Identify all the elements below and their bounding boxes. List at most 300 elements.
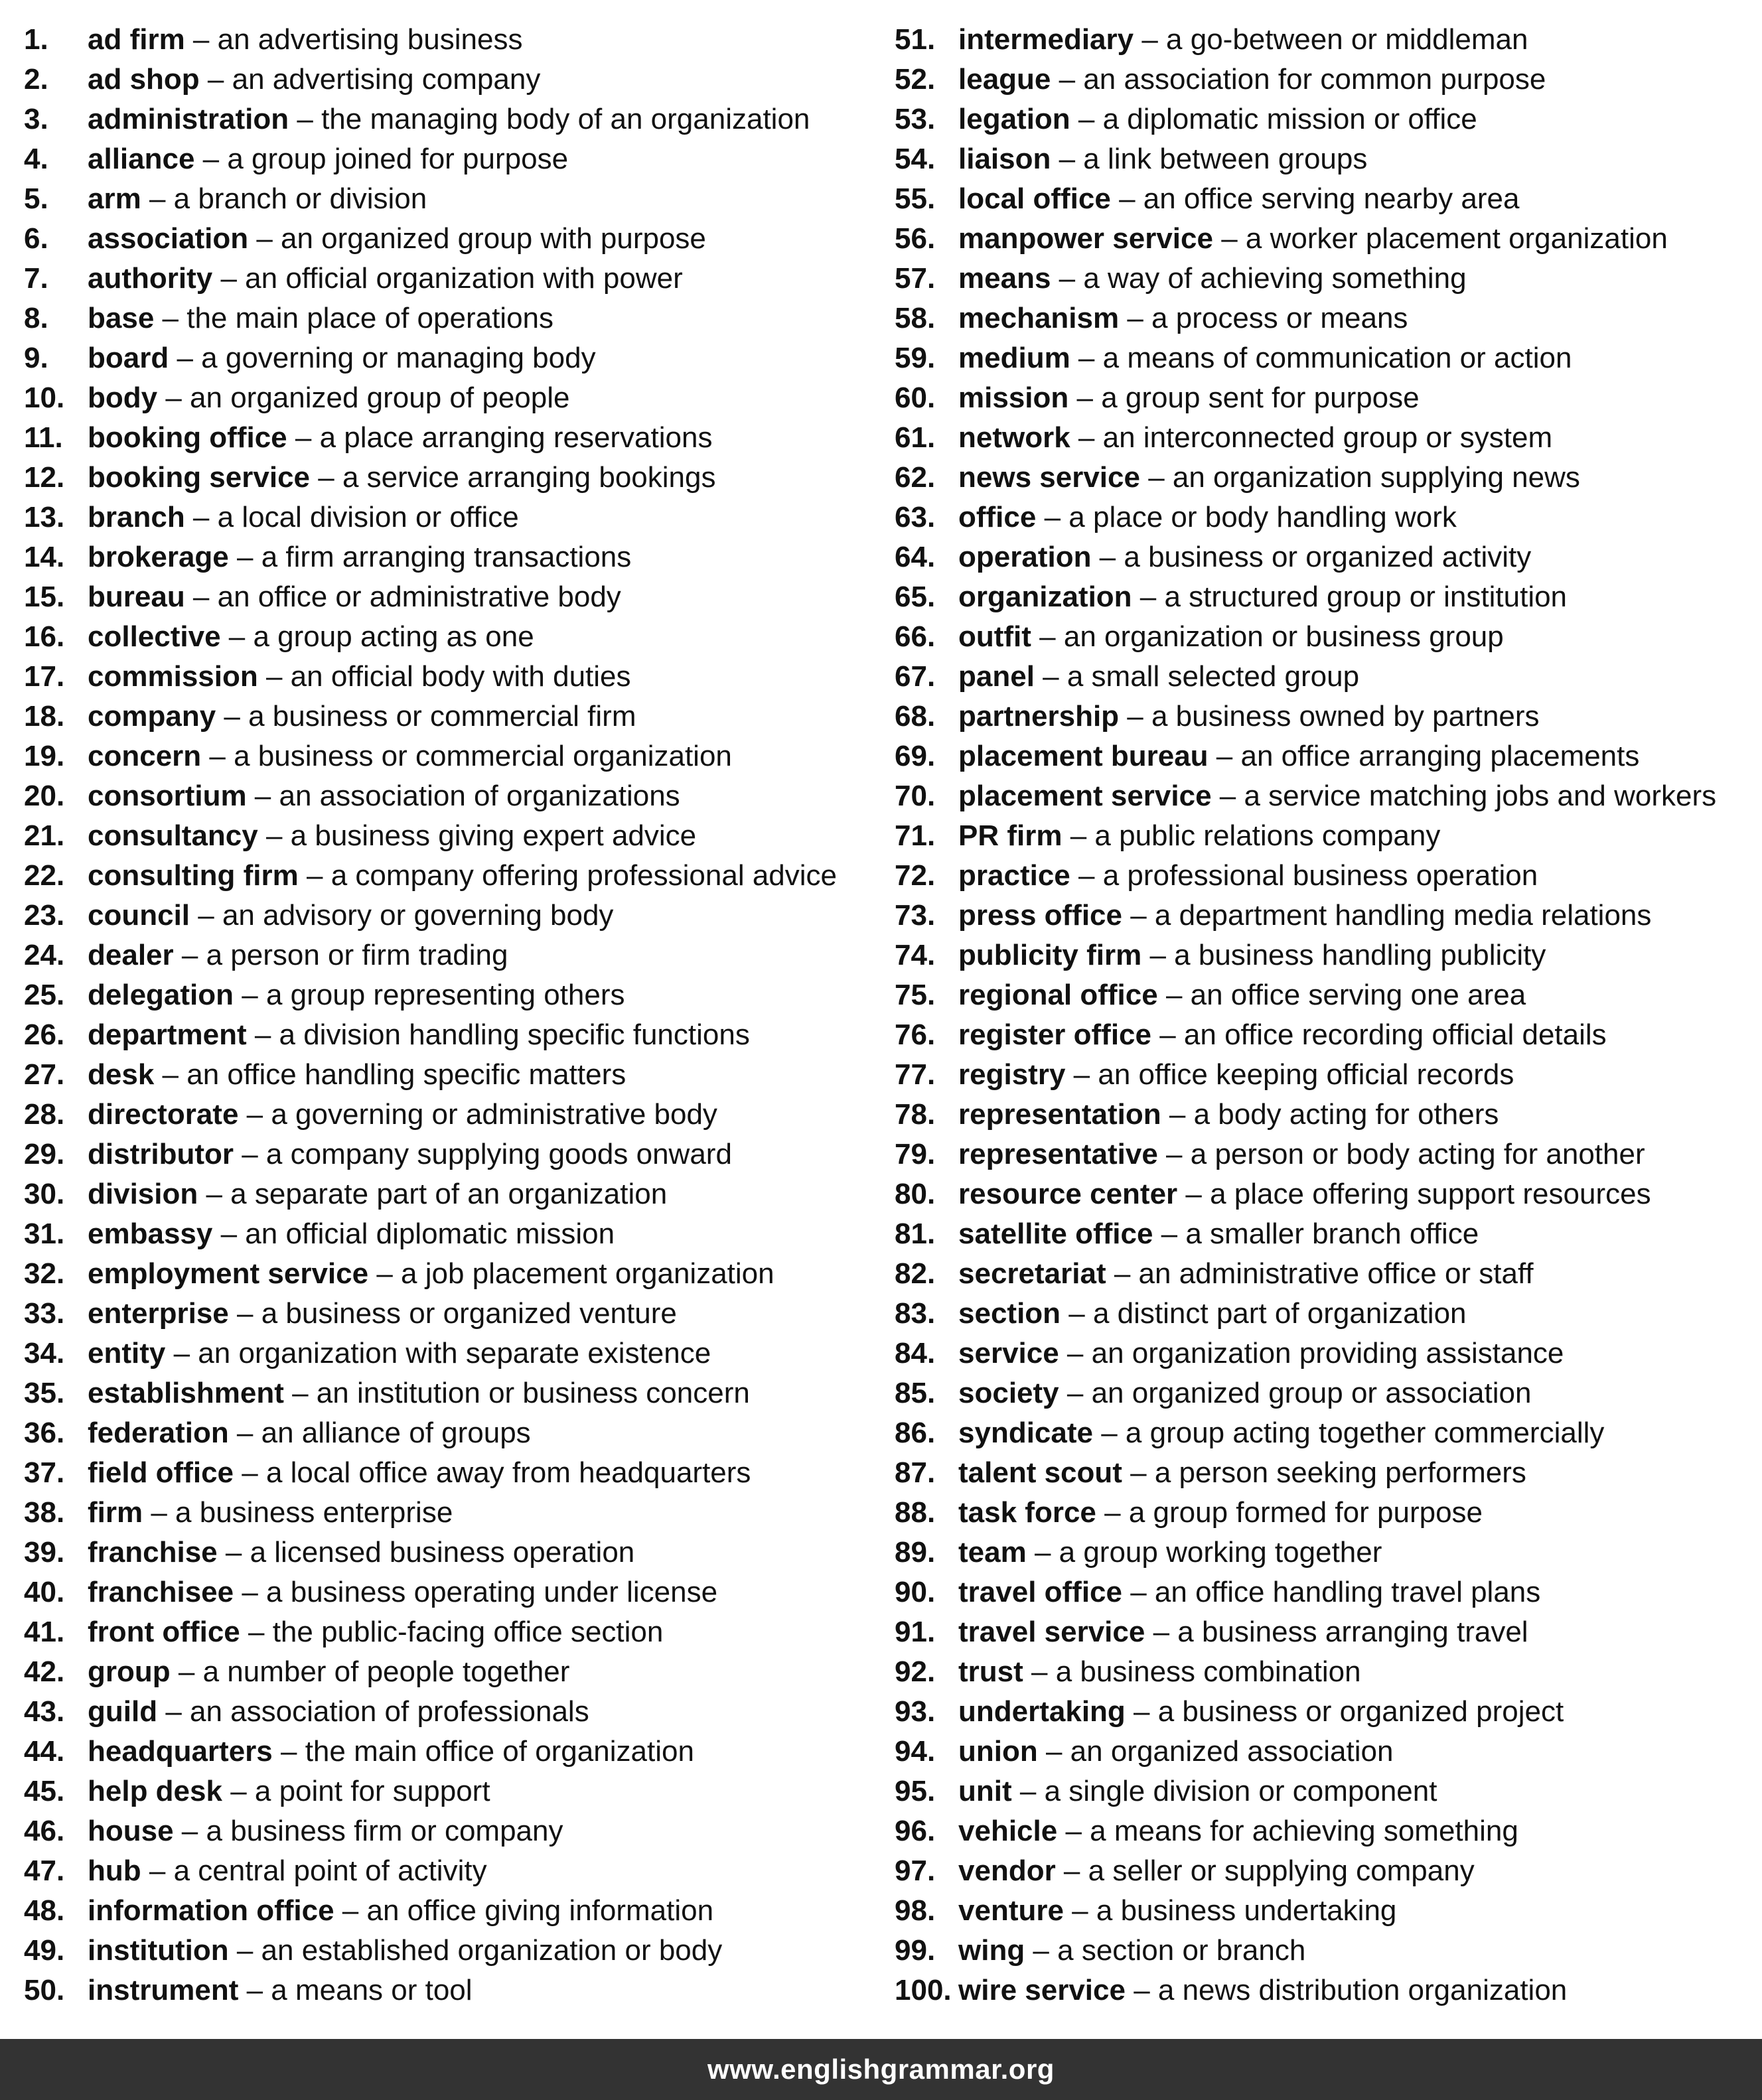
item-number: 87. <box>895 1456 936 1489</box>
item-separator: – <box>1070 859 1103 892</box>
item-term: administration <box>88 103 289 135</box>
item-definition: a service matching jobs and workers <box>1244 780 1717 812</box>
item-term: department <box>88 1018 247 1051</box>
item-number: 31. <box>24 1218 65 1250</box>
item-number: 42. <box>24 1655 65 1688</box>
item-definition: a company offering professional advice <box>330 859 838 892</box>
item-definition: an established organization or body <box>261 1934 723 1967</box>
item-number: 84. <box>895 1337 936 1369</box>
item-definition: an office serving one area <box>1190 979 1526 1011</box>
item-number: 59. <box>895 342 936 374</box>
list-item <box>24 1692 880 1732</box>
item-definition: a professional business operation <box>1102 859 1538 892</box>
item-term: concern <box>88 740 202 772</box>
item-separator: – <box>1026 1536 1059 1569</box>
list-item <box>895 936 1751 975</box>
item-separator: – <box>1070 342 1103 374</box>
item-definition: a body acting for others <box>1193 1098 1499 1131</box>
item-separator: – <box>1034 660 1067 693</box>
item-term: wing <box>958 1934 1025 1967</box>
list-item <box>895 975 1751 1015</box>
item-definition: an organized group or association <box>1091 1377 1532 1409</box>
item-term: society <box>958 1377 1059 1409</box>
item-term: travel service <box>958 1616 1145 1648</box>
item-number: 91. <box>895 1616 936 1648</box>
item-definition: an office or administrative body <box>217 581 621 613</box>
item-number: 72. <box>895 859 936 892</box>
item-term: placement service <box>958 780 1212 812</box>
list-item <box>24 219 880 259</box>
item-separator: – <box>154 1058 187 1091</box>
item-separator: – <box>199 63 232 96</box>
item-definition: a governing or administrative body <box>271 1098 717 1131</box>
item-number: 86. <box>895 1417 936 1449</box>
item-term: undertaking <box>958 1695 1126 1728</box>
list-item <box>895 418 1751 458</box>
list-item <box>24 458 880 498</box>
list-item <box>895 1533 1751 1573</box>
item-definition: a means for achieving something <box>1090 1815 1518 1847</box>
item-definition: a smaller branch office <box>1185 1218 1479 1250</box>
item-definition: an institution or business concern <box>316 1377 750 1409</box>
item-definition: a separate part of an organization <box>230 1178 668 1210</box>
item-definition: an advisory or governing body <box>222 899 614 932</box>
item-number: 99. <box>895 1934 936 1967</box>
item-separator: – <box>234 979 266 1011</box>
item-definition: a firm arranging transactions <box>261 541 632 573</box>
item-number: 58. <box>895 302 936 334</box>
item-term: register office <box>958 1018 1151 1051</box>
item-definition: an advertising business <box>217 23 523 56</box>
item-term: office <box>958 501 1037 533</box>
item-term: dealer <box>88 939 174 971</box>
item-separator: – <box>1110 182 1143 215</box>
item-separator: – <box>1141 939 1175 971</box>
item-definition: a governing or managing body <box>201 342 596 374</box>
item-definition: a means of communication or action <box>1102 342 1572 374</box>
item-number: 88. <box>895 1496 936 1529</box>
item-separator: – <box>212 262 246 295</box>
item-definition: an office recording official details <box>1183 1018 1607 1051</box>
list-item <box>895 697 1751 736</box>
item-term: employment service <box>88 1257 369 1290</box>
item-term: board <box>88 342 169 374</box>
item-separator: – <box>1106 1257 1139 1290</box>
list-item <box>24 498 880 537</box>
item-term: hub <box>88 1855 141 1887</box>
item-definition: a group acting as one <box>253 620 534 653</box>
item-term: franchisee <box>88 1576 234 1608</box>
item-term: franchise <box>88 1536 218 1569</box>
item-number: 55. <box>895 182 936 215</box>
item-definition: a point for support <box>254 1775 490 1807</box>
item-term: help desk <box>88 1775 222 1807</box>
list-item <box>24 1493 880 1533</box>
item-separator: – <box>1070 103 1103 135</box>
item-definition: an official diplomatic mission <box>245 1218 615 1250</box>
item-term: union <box>958 1735 1038 1768</box>
item-number: 73. <box>895 899 936 932</box>
item-separator: – <box>1055 1855 1088 1887</box>
item-definition: an office serving nearby area <box>1143 182 1520 215</box>
item-number: 96. <box>895 1815 936 1847</box>
item-separator: – <box>1025 1934 1058 1967</box>
item-number: 79. <box>895 1138 936 1170</box>
item-number: 24. <box>24 939 65 971</box>
list-item <box>895 259 1751 299</box>
list-item <box>24 1612 880 1652</box>
item-separator: – <box>1062 819 1095 852</box>
list-item <box>895 1095 1751 1135</box>
item-term: information office <box>88 1894 334 1927</box>
item-definition: a seller or supplying company <box>1088 1855 1475 1887</box>
item-number: 97. <box>895 1855 936 1887</box>
item-term: body <box>88 382 158 414</box>
item-definition: an advertising company <box>232 63 541 96</box>
item-definition: an association for common purpose <box>1083 63 1546 96</box>
item-term: desk <box>88 1058 155 1091</box>
item-term: guild <box>88 1695 158 1728</box>
item-definition: a job placement organization <box>401 1257 774 1290</box>
item-separator: – <box>1122 899 1155 932</box>
item-number: 25. <box>24 979 65 1011</box>
list-item <box>24 816 880 856</box>
item-definition: a person seeking performers <box>1154 1456 1526 1489</box>
item-number: 63. <box>895 501 936 533</box>
item-number: 75. <box>895 979 936 1011</box>
item-separator: – <box>1096 1496 1129 1529</box>
item-term: directorate <box>88 1098 239 1131</box>
item-term: arm <box>88 182 141 215</box>
item-term: league <box>958 63 1051 96</box>
item-definition: an administrative office or staff <box>1138 1257 1534 1290</box>
item-term: representation <box>958 1098 1161 1131</box>
item-term: brokerage <box>88 541 229 573</box>
item-term: panel <box>958 660 1035 693</box>
item-number: 60. <box>895 382 936 414</box>
item-number: 11. <box>24 421 63 454</box>
item-term: operation <box>958 541 1092 573</box>
item-term: satellite office <box>958 1218 1153 1250</box>
item-separator: – <box>217 1536 250 1569</box>
item-number: 89. <box>895 1536 936 1569</box>
item-definition: a person or body acting for another <box>1190 1138 1645 1170</box>
item-separator: – <box>289 103 322 135</box>
list-item <box>895 60 1751 100</box>
item-separator: – <box>1125 1974 1158 2006</box>
item-number: 92. <box>895 1655 936 1688</box>
item-definition: a central point of activity <box>173 1855 487 1887</box>
item-definition: a link between groups <box>1083 143 1368 175</box>
item-separator: – <box>1125 1695 1158 1728</box>
list-item <box>24 1294 880 1334</box>
item-separator: – <box>1122 1456 1155 1489</box>
item-number: 8. <box>24 302 48 334</box>
item-definition: a business firm or company <box>206 1815 563 1847</box>
item-separator: – <box>220 620 254 653</box>
item-separator: – <box>240 1616 273 1648</box>
item-definition: a division handling specific functions <box>279 1018 750 1051</box>
list-item <box>895 856 1751 896</box>
list-item <box>24 896 880 936</box>
item-definition: a local office away from headquarters <box>265 1456 751 1489</box>
item-term: network <box>958 421 1070 454</box>
list-item <box>24 1533 880 1573</box>
item-definition: a place or body handling work <box>1068 501 1457 533</box>
item-number: 22. <box>24 859 65 892</box>
item-term: enterprise <box>88 1297 229 1330</box>
item-number: 74. <box>895 939 936 971</box>
list-item <box>24 1732 880 1772</box>
item-term: vehicle <box>958 1815 1058 1847</box>
item-term: mission <box>958 382 1069 414</box>
item-definition: an official body with duties <box>290 660 631 693</box>
item-term: legation <box>958 103 1070 135</box>
item-separator: – <box>1051 143 1084 175</box>
item-definition: the managing body of an organization <box>321 103 810 135</box>
item-number: 61. <box>895 421 936 454</box>
list-item <box>24 139 880 179</box>
item-definition: a news distribution organization <box>1157 1974 1568 2006</box>
item-number: 37. <box>24 1456 65 1489</box>
list-item <box>24 378 880 418</box>
item-term: manpower service <box>958 222 1213 255</box>
list-item <box>24 1055 880 1095</box>
item-separator: – <box>246 1018 279 1051</box>
item-term: booking office <box>88 421 287 454</box>
item-definition: a small selected group <box>1066 660 1360 693</box>
item-definition: a group joined for purpose <box>227 143 569 175</box>
list-item <box>895 179 1751 219</box>
item-number: 49. <box>24 1934 65 1967</box>
list-item <box>895 1174 1751 1214</box>
item-separator: – <box>1061 1297 1093 1330</box>
item-number: 33. <box>24 1297 65 1330</box>
item-definition: a business enterprise <box>175 1496 453 1529</box>
item-separator: – <box>1139 461 1173 494</box>
list-item <box>24 1971 880 2010</box>
item-number: 14. <box>24 541 65 573</box>
item-number: 53. <box>895 103 936 135</box>
item-definition: a structured group or institution <box>1164 581 1568 613</box>
item-definition: the public-facing office section <box>272 1616 664 1648</box>
item-term: registry <box>958 1058 1066 1091</box>
list-item <box>24 259 880 299</box>
item-term: instrument <box>88 1974 239 2006</box>
list-item <box>24 577 880 617</box>
item-separator: – <box>1119 302 1152 334</box>
item-term: ad shop <box>88 63 200 96</box>
item-separator: – <box>248 222 281 255</box>
item-number: 17. <box>24 660 65 693</box>
item-number: 4. <box>24 143 48 175</box>
list-item <box>24 975 880 1015</box>
item-term: medium <box>958 342 1070 374</box>
list-item <box>895 1254 1751 1294</box>
list-item <box>24 1851 880 1891</box>
item-term: team <box>958 1536 1027 1569</box>
item-separator: – <box>1157 979 1191 1011</box>
item-definition: a business undertaking <box>1096 1894 1397 1927</box>
item-term: liaison <box>958 143 1051 175</box>
item-term: travel office <box>958 1576 1122 1608</box>
item-separator: – <box>1157 1138 1191 1170</box>
list-item <box>895 1851 1751 1891</box>
item-separator: – <box>184 501 218 533</box>
list-item <box>24 936 880 975</box>
item-separator: – <box>238 1974 271 2006</box>
item-definition: a number of people together <box>202 1655 570 1688</box>
item-definition: a go-between or middleman <box>1166 23 1528 56</box>
item-term: placement bureau <box>958 740 1209 772</box>
item-separator: – <box>234 1456 266 1489</box>
item-definition: a group representing others <box>265 979 625 1011</box>
item-term: press office <box>958 899 1122 932</box>
item-definition: a place offering support resources <box>1210 1178 1651 1210</box>
list-item <box>895 378 1751 418</box>
list-item <box>895 1811 1751 1851</box>
item-separator: – <box>1211 780 1244 812</box>
item-number: 27. <box>24 1058 65 1091</box>
item-definition: an office handling specific matters <box>186 1058 626 1091</box>
item-number: 19. <box>24 740 65 772</box>
list-item <box>895 1612 1751 1652</box>
item-number: 34. <box>24 1337 65 1369</box>
item-term: consortium <box>88 780 247 812</box>
item-separator: – <box>1153 1218 1186 1250</box>
item-separator: – <box>246 780 279 812</box>
item-definition: an interconnected group or system <box>1102 421 1553 454</box>
item-separator: – <box>298 859 331 892</box>
item-number: 10. <box>24 382 65 414</box>
list-item <box>895 219 1751 259</box>
item-definition: a means or tool <box>271 1974 473 2006</box>
list-item <box>24 1135 880 1174</box>
item-term: entity <box>88 1337 166 1369</box>
item-term: publicity firm <box>958 939 1142 971</box>
item-term: embassy <box>88 1218 213 1250</box>
item-number: 56. <box>895 222 936 255</box>
list-item <box>895 338 1751 378</box>
item-definition: an office keeping official records <box>1098 1058 1514 1091</box>
item-separator: – <box>310 461 342 494</box>
list-item <box>24 1772 880 1811</box>
footer-website-url: www.englishgrammar.org <box>707 2054 1055 2085</box>
list-item <box>24 418 880 458</box>
footer-bar <box>0 2039 1762 2100</box>
item-separator: – <box>169 342 202 374</box>
item-term: ad firm <box>88 23 185 56</box>
item-number: 2. <box>24 63 48 96</box>
list-item <box>24 1254 880 1294</box>
item-definition: an organized group of people <box>190 382 570 414</box>
item-definition: a business combination <box>1055 1655 1361 1688</box>
item-term: service <box>958 1337 1059 1369</box>
list-item <box>24 60 880 100</box>
item-number: 36. <box>24 1417 65 1449</box>
list-item <box>895 139 1751 179</box>
item-number: 67. <box>895 660 936 693</box>
item-separator: – <box>272 1735 305 1768</box>
list-item <box>895 1214 1751 1254</box>
item-definition: a way of achieving something <box>1083 262 1467 295</box>
item-separator: – <box>228 1417 261 1449</box>
list-item <box>24 1453 880 1493</box>
item-separator: – <box>228 541 261 573</box>
item-term: organization <box>958 581 1132 613</box>
item-separator: – <box>1134 23 1167 56</box>
item-number: 50. <box>24 1974 65 2006</box>
list-item <box>895 1373 1751 1413</box>
item-number: 12. <box>24 461 65 494</box>
item-separator: – <box>368 1257 402 1290</box>
item-definition: an organized association <box>1070 1735 1394 1768</box>
item-separator: – <box>238 1098 271 1131</box>
item-definition: a place arranging reservations <box>319 421 713 454</box>
item-number: 94. <box>895 1735 936 1768</box>
item-separator: – <box>1059 1377 1092 1409</box>
item-separator: – <box>1161 1098 1194 1131</box>
list-item <box>24 1174 880 1214</box>
item-separator: – <box>1070 421 1103 454</box>
item-number: 5. <box>24 182 48 215</box>
item-separator: – <box>141 182 174 215</box>
item-separator: – <box>1092 1417 1126 1449</box>
item-separator: – <box>1063 1894 1096 1927</box>
item-separator: – <box>1122 1576 1155 1608</box>
item-number: 51. <box>895 23 936 56</box>
item-term: authority <box>88 262 213 295</box>
item-number: 85. <box>895 1377 936 1409</box>
list-item <box>24 1095 880 1135</box>
item-separator: – <box>334 1894 367 1927</box>
item-separator: – <box>194 143 228 175</box>
item-separator: – <box>184 581 218 613</box>
list-item <box>24 1413 880 1453</box>
item-number: 29. <box>24 1138 65 1170</box>
list-item <box>895 1493 1751 1533</box>
item-term: alliance <box>88 143 195 175</box>
item-definition: an organized group with purpose <box>281 222 706 255</box>
list-item <box>24 776 880 816</box>
item-definition: a section or branch <box>1057 1934 1306 1967</box>
list-item <box>895 1891 1751 1931</box>
item-term: distributor <box>88 1138 234 1170</box>
item-number: 15. <box>24 581 65 613</box>
item-separator: – <box>1132 581 1165 613</box>
item-definition: the main place of operations <box>186 302 554 334</box>
item-definition: a company supplying goods onward <box>265 1138 732 1170</box>
list-item <box>895 498 1751 537</box>
item-term: partnership <box>958 700 1120 733</box>
item-term: secretariat <box>958 1257 1106 1290</box>
item-term: house <box>88 1815 174 1847</box>
item-term: commission <box>88 660 258 693</box>
item-term: bureau <box>88 581 185 613</box>
item-definition: a business or organized activity <box>1124 541 1532 573</box>
list-item <box>24 736 880 776</box>
item-number: 40. <box>24 1576 65 1608</box>
list-item <box>24 1214 880 1254</box>
word-list-left-column <box>24 20 880 2010</box>
item-definition: a business giving expert advice <box>290 819 697 852</box>
item-separator: – <box>1011 1775 1045 1807</box>
list-item <box>895 458 1751 498</box>
item-number: 47. <box>24 1855 65 1887</box>
item-term: booking service <box>88 461 311 494</box>
item-term: vendor <box>958 1855 1056 1887</box>
list-item <box>895 299 1751 338</box>
